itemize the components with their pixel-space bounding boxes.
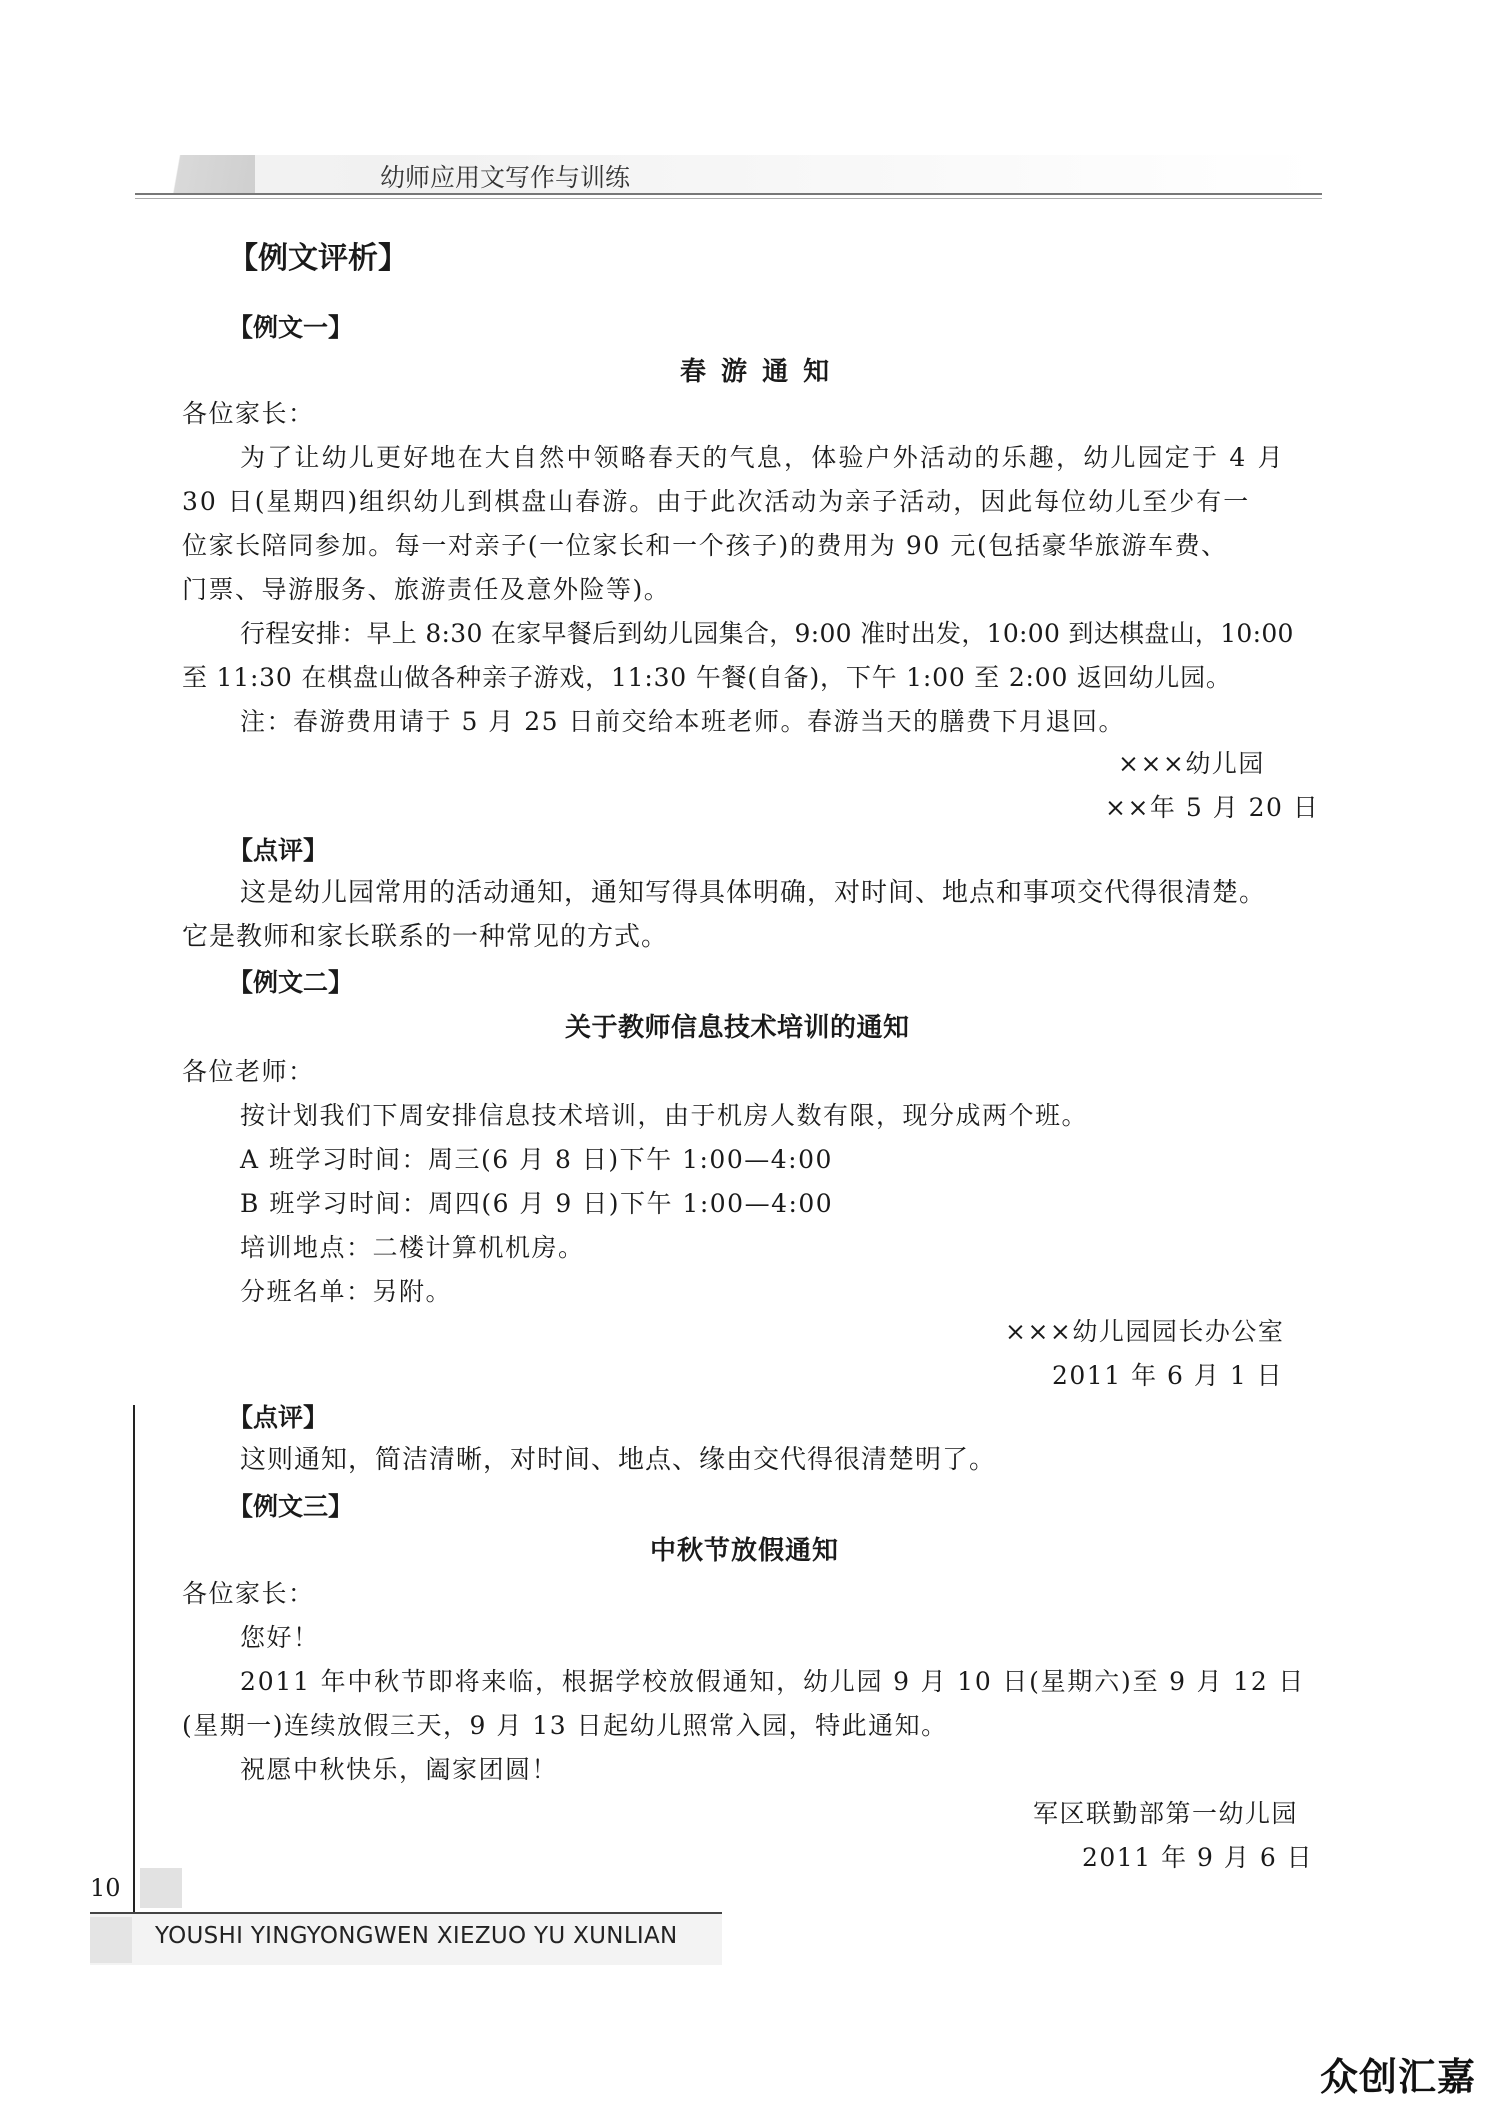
watermark-text: 众创汇嘉 bbox=[1320, 2055, 1477, 2099]
page-number: 10 bbox=[90, 1874, 121, 1902]
example3-line: 您好！ bbox=[240, 1623, 320, 1652]
example1-salutation: 各位家长： bbox=[182, 399, 315, 428]
example2-salutation: 各位老师： bbox=[182, 1057, 315, 1086]
example1-line: 为了让幼儿更好地在大自然中领略春天的气息，体验户外活动的乐趣，幼儿园定于 4 月 bbox=[240, 443, 1285, 472]
example2-date: 2011 年 6 月 1 日 bbox=[1052, 1361, 1284, 1390]
example1-line: 行程安排：早上 8:30 在家早餐后到幼儿园集合，9:00 准时出发，10:00 到达棋盘山，10:00 bbox=[240, 619, 1294, 648]
example2-title: 关于教师信息技术培训的通知 bbox=[565, 1013, 910, 1043]
header-rule bbox=[135, 193, 1322, 195]
example1-label: 【例文一】 bbox=[228, 313, 354, 342]
example2-review-label: 【点评】 bbox=[228, 1403, 329, 1432]
example2-line: 培训地点：二楼计算机机房。 bbox=[240, 1233, 585, 1262]
example1-line: 注：春游费用请于 5 月 25 日前交给本班老师。春游当天的膳费下月退回。 bbox=[240, 707, 1126, 736]
example1-review-label: 【点评】 bbox=[228, 836, 329, 865]
footer-square-left bbox=[90, 1917, 132, 1963]
example3-line: 祝愿中秋快乐，阖家团圆！ bbox=[240, 1755, 559, 1784]
running-header-title: 幼师应用文写作与训练 bbox=[380, 163, 631, 192]
example3-title: 中秋节放假通知 bbox=[650, 1536, 840, 1566]
example1-line: 30 日(星期四)组织幼儿到棋盘山春游。由于此次活动为亲子活动，因此每位幼儿至少有一 bbox=[182, 487, 1251, 516]
example3-salutation: 各位家长： bbox=[182, 1579, 315, 1608]
header-wedge bbox=[135, 155, 255, 195]
example1-review-line: 这是幼儿园常用的活动通知，通知写得具体明确，对时间、地点和事项交代得很清楚。 bbox=[240, 878, 1267, 908]
example1-date: ××年 5 月 20 日 bbox=[1105, 793, 1320, 822]
example2-line: A 班学习时间：周三(6 月 8 日)下午 1:00—4:00 bbox=[240, 1145, 833, 1174]
footer-rule bbox=[90, 1912, 722, 1914]
example1-review-line: 它是教师和家长联系的一种常见的方式。 bbox=[182, 922, 669, 952]
header-rule-thin bbox=[135, 198, 1322, 199]
example2-signature: ×××幼儿园园长办公室 bbox=[1005, 1317, 1285, 1346]
example2-line: 分班名单：另附。 bbox=[240, 1277, 453, 1306]
example1-line: 至 11:30 在棋盘山做各种亲子游戏，11:30 午餐(自备)，下午 1:00 至 2:00 返回幼儿园。 bbox=[182, 663, 1232, 692]
example2-line: B 班学习时间：周四(6 月 9 日)下午 1:00—4:00 bbox=[240, 1189, 834, 1218]
header-band bbox=[135, 155, 1320, 195]
footer-square bbox=[140, 1868, 182, 1908]
example3-label: 【例文三】 bbox=[228, 1492, 354, 1521]
example3-line: 2011 年中秋节即将来临，根据学校放假通知，幼儿园 9 月 10 日(星期六)至 9 月 12 日 bbox=[240, 1667, 1306, 1696]
example3-line: (星期一)连续放假三天，9 月 13 日起幼儿照常入园，特此通知。 bbox=[182, 1711, 948, 1740]
section-title: 【例文评析】 bbox=[228, 241, 408, 276]
example2-label: 【例文二】 bbox=[228, 968, 354, 997]
footer-title: YOUSHI YINGYONGWEN XIEZUO YU XUNLIAN bbox=[155, 1923, 678, 1949]
example3-date: 2011 年 9 月 6 日 bbox=[1082, 1843, 1314, 1872]
margin-rule bbox=[133, 1405, 135, 1963]
example2-review-line: 这则通知，简洁清晰，对时间、地点、缘由交代得很清楚明了。 bbox=[240, 1445, 997, 1475]
example3-signature: 军区联勤部第一幼儿园 bbox=[1033, 1799, 1299, 1828]
example1-signature: ×××幼儿园 bbox=[1118, 749, 1265, 778]
example1-line: 门票、导游服务、旅游责任及意外险等)。 bbox=[182, 575, 671, 604]
example2-line: 按计划我们下周安排信息技术培训，由于机房人数有限，现分成两个班。 bbox=[240, 1101, 1089, 1130]
example1-title: 春 游 通 知 bbox=[680, 357, 833, 387]
example1-line: 位家长陪同参加。每一对亲子(一位家长和一个孩子)的费用为 90 元(包括豪华旅游车费、 bbox=[182, 531, 1228, 560]
